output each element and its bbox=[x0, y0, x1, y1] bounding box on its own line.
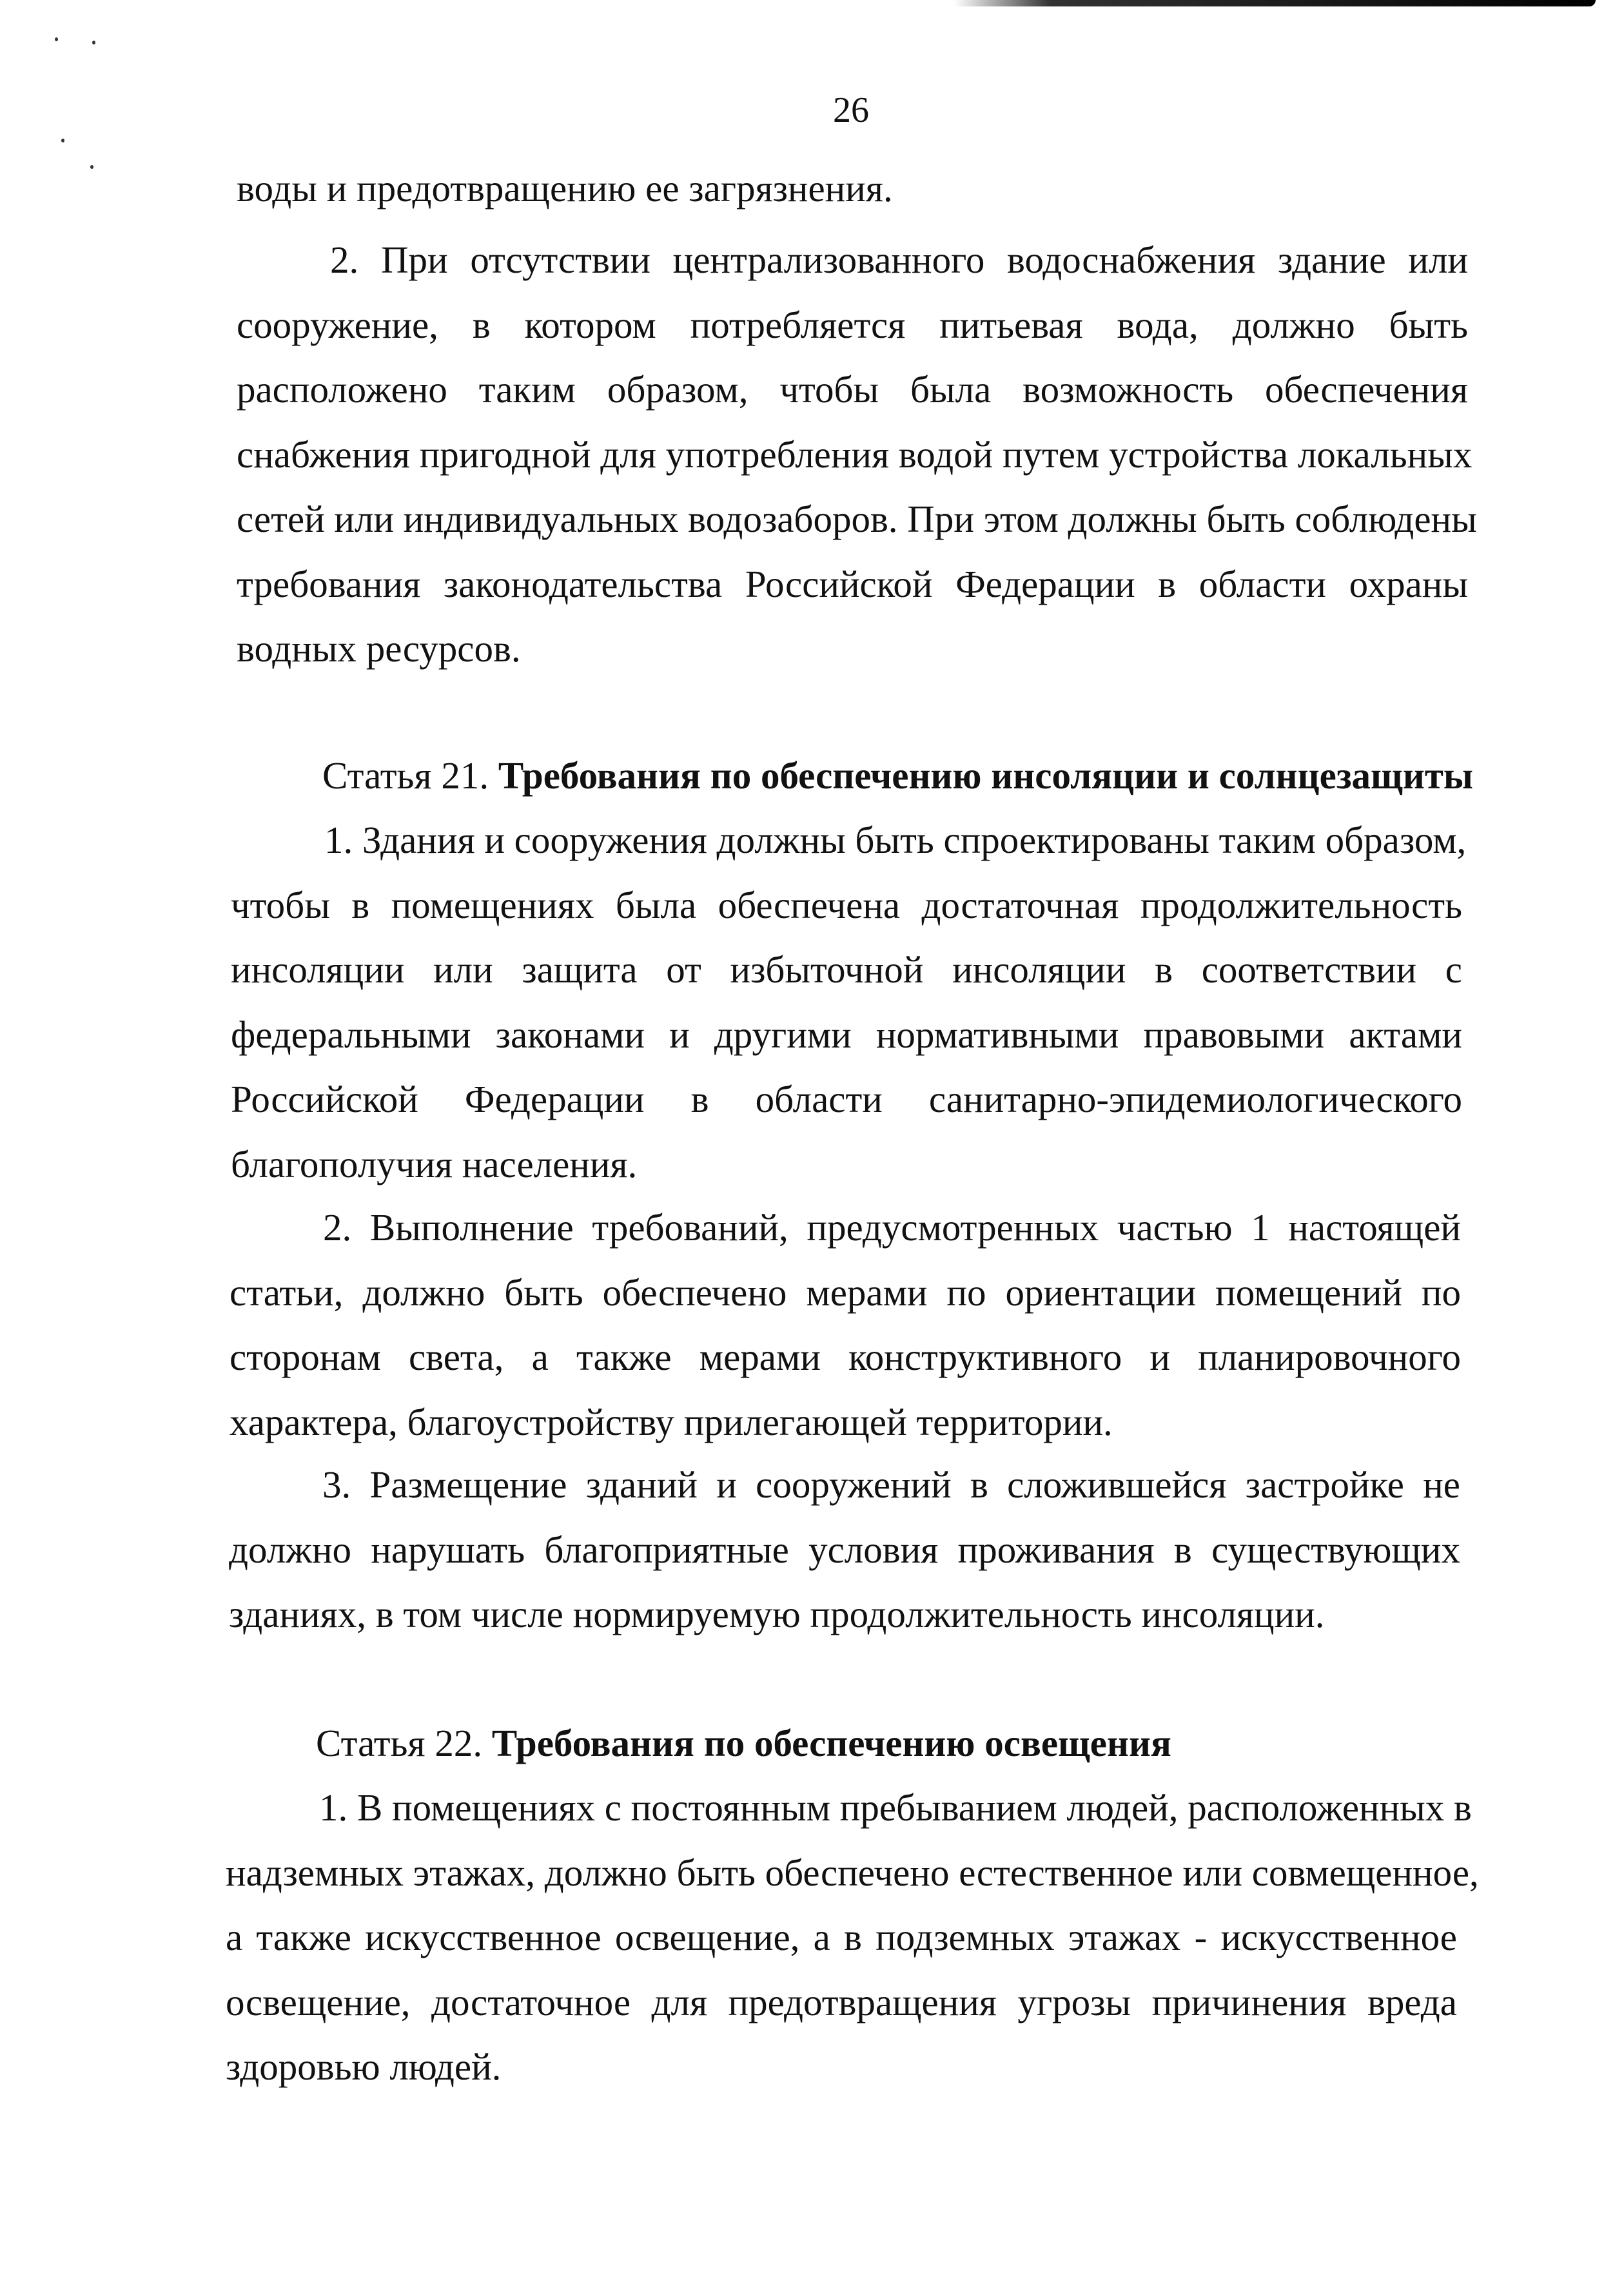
scan-speck bbox=[90, 165, 93, 169]
text-line: сетей или индивидуальных водозаборов. При этом должны быть соблюдены bbox=[237, 498, 1477, 540]
article-title: Требования по обеспечению освещения bbox=[491, 1722, 1171, 1764]
text-line: требования законодательства Российской Федерации в области охраны bbox=[237, 562, 1468, 605]
text-line: водных ресурсов. bbox=[237, 627, 521, 670]
paragraph-continuation bbox=[237, 156, 1468, 221]
text-line: чтобы в помещениях была обеспечена достаточная продолжительность bbox=[231, 883, 1462, 926]
paragraph-2-water-supply bbox=[237, 228, 1477, 681]
text-line: снабжения пригодной для употребления водой путем устройства локальных bbox=[237, 433, 1472, 476]
text-line: освещение, достаточное для предотвращения угрозы причинения вреда bbox=[226, 1980, 1457, 2023]
article-22-heading bbox=[316, 1711, 1171, 1775]
text-line: инсоляции или защита от избыточной инсоляции в соответствии с bbox=[231, 948, 1462, 991]
text-line: а также искусственное освещение, а в подземных этажах - искусственное bbox=[226, 1916, 1457, 1958]
article-title: Требования по обеспечению инсоляции и солнцезащиты bbox=[498, 754, 1473, 797]
text-line: Российской Федерации в области санитарно-эпидемиологического bbox=[231, 1078, 1462, 1120]
text-line: 3. Размещение зданий и сооружений в сложившейся застройке не bbox=[322, 1463, 1460, 1506]
text-line: сторонам света, а также мерами конструктивного и планировочного bbox=[230, 1336, 1461, 1378]
article-21-paragraph-1 bbox=[231, 808, 1467, 1196]
scan-speck bbox=[55, 37, 58, 41]
text-line: воды и предотвращению ее загрязнения. bbox=[237, 167, 893, 210]
text-line: 1. Здания и сооружения должны быть спроектированы таким образом, bbox=[324, 819, 1467, 861]
scan-edge-mark bbox=[954, 0, 1596, 6]
page-number: 26 bbox=[833, 90, 869, 130]
article-21-paragraph-2 bbox=[230, 1195, 1461, 1454]
article-number: Статья 21. bbox=[322, 754, 489, 797]
text-line: характера, благоустройству прилегающей территории. bbox=[230, 1400, 1113, 1443]
text-line: расположено таким образом, чтобы была возможность обеспечения bbox=[237, 368, 1468, 411]
text-line: сооружение, в котором потребляется питьевая вода, должно быть bbox=[237, 303, 1468, 346]
text-line: 2. При отсутствии централизованного водоснабжения здание или bbox=[330, 239, 1468, 281]
text-line: должно нарушать благоприятные условия проживания в существующих bbox=[229, 1528, 1460, 1571]
text-line: 2. Выполнение требований, предусмотренных частью 1 настоящей bbox=[323, 1206, 1461, 1249]
article-number: Статья 22. bbox=[316, 1722, 483, 1764]
text-line: надземных этажах, должно быть обеспечено естественное или совмещенное, bbox=[226, 1851, 1479, 1894]
text-line: 1. В помещениях с постоянным пребыванием людей, расположенных в bbox=[319, 1786, 1472, 1829]
article-21-heading bbox=[322, 743, 1473, 808]
article-21-paragraph-3 bbox=[229, 1452, 1460, 1647]
text-line: благополучия населения. bbox=[231, 1142, 638, 1185]
scan-speck bbox=[92, 41, 95, 44]
text-line: федеральными законами и другими нормативными правовыми актами bbox=[231, 1013, 1462, 1056]
text-line: статьи, должно быть обеспечено мерами по ориентации помещений по bbox=[230, 1271, 1461, 1314]
text-line: здоровью людей. bbox=[226, 2045, 502, 2088]
text-line: зданиях, в том числе нормируемую продолжительность инсоляции. bbox=[229, 1593, 1325, 1635]
article-22-paragraph-1 bbox=[226, 1775, 1479, 2100]
